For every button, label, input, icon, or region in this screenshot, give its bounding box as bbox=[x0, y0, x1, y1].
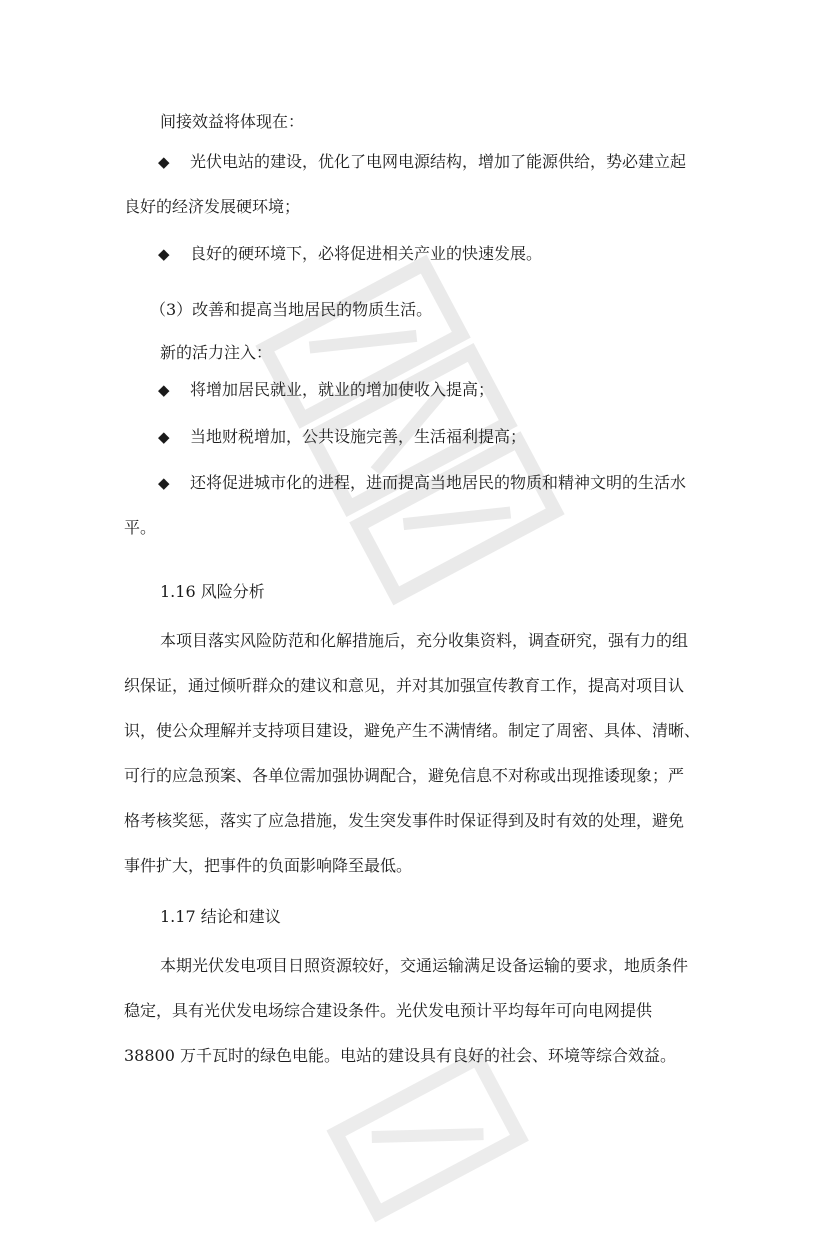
bullet-text: 还将促进城市化的进程，进而提高当地居民的物质和精神文明的生活水 bbox=[190, 473, 687, 492]
paragraph-line: 稳定，具有光伏发电场综合建设条件。光伏发电预计平均每年可向电网提供 bbox=[124, 1001, 653, 1020]
paragraph-line: 事件扩大，把事件的负面影响降至最低。 bbox=[124, 856, 413, 875]
bullet-diamond-icon: ◆ bbox=[158, 245, 170, 263]
point-3-heading: （3）改善和提高当地居民的物质生活。 bbox=[150, 300, 433, 319]
bullet-diamond-icon: ◆ bbox=[158, 428, 170, 446]
paragraph-line: 格考核奖惩，落实了应急措施，发生突发事件时保证得到及时有效的处理，避免 bbox=[124, 811, 685, 830]
paragraph-line: 38800 万千瓦时的绿色电能。电站的建设具有良好的社会、环境等综合效益。 bbox=[124, 1046, 676, 1065]
paragraph-line: 可行的应急预案、各单位需加强协调配合，避免信息不对称或出现推诿现象；严 bbox=[124, 766, 685, 785]
bullet-diamond-icon: ◆ bbox=[158, 381, 170, 399]
bullet-diamond-icon: ◆ bbox=[158, 153, 170, 171]
bullet-text: 将增加居民就业，就业的增加使收入提高； bbox=[190, 380, 495, 399]
bullet-text: 光伏电站的建设，优化了电网电源结构，增加了能源供给，势必建立起 bbox=[190, 152, 687, 171]
paragraph-line: 识，使公众理解并支持项目建设，避免产生不满情绪。制定了周密、具体、清晰、 bbox=[124, 721, 701, 740]
paragraph-line: 本项目落实风险防范和化解措施后，充分收集资料，调查研究，强有力的组 bbox=[160, 631, 689, 650]
bullet-text: 当地财税增加，公共设施完善，生活福利提高； bbox=[190, 427, 527, 446]
bullet-text: 良好的硬环境下，必将促进相关产业的快速发展。 bbox=[190, 244, 543, 263]
vitality-text: 新的活力注入： bbox=[160, 343, 273, 362]
bullet-text-continuation: 良好的经济发展硬环境； bbox=[124, 197, 301, 216]
section-1-16-title: 1.16 风险分析 bbox=[160, 582, 265, 601]
section-1-17-title: 1.17 结论和建议 bbox=[160, 907, 281, 926]
paragraph-line: 织保证，通过倾听群众的建议和意见，并对其加强宣传教育工作，提高对项目认 bbox=[124, 676, 685, 695]
bullet-text-continuation: 平。 bbox=[124, 518, 157, 537]
watermark-logo-bottom bbox=[314, 1040, 547, 1240]
intro-text: 间接效益将体现在： bbox=[160, 112, 305, 131]
paragraph-line: 本期光伏发电项目日照资源较好，交通运输满足设备运输的要求，地质条件 bbox=[160, 956, 689, 975]
bullet-diamond-icon: ◆ bbox=[158, 474, 170, 492]
